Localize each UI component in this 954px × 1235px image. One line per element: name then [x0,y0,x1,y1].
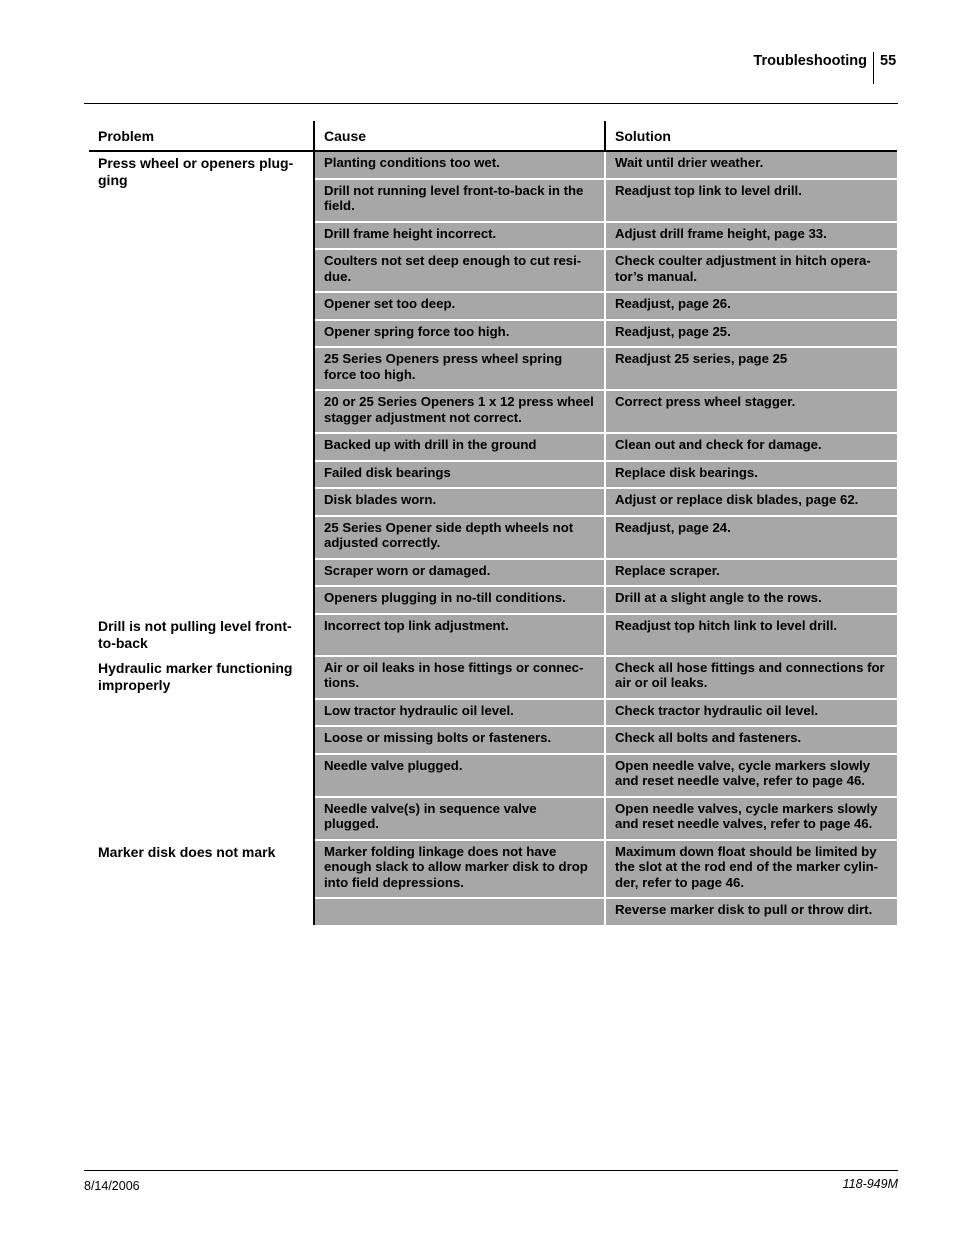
solution-cell: Reverse marker disk to pull or throw dirt. [605,898,897,925]
solution-cell: Check all bolts and fasteners. [605,726,897,754]
solution-cell: Check tractor hydraulic oil level. [605,699,897,727]
table-row [89,840,897,899]
solution-cell: Adjust drill frame height, page 33. [605,222,897,250]
cause-cell: Drill frame height incorrect. [314,222,605,250]
cause-cell: Air or oil leaks in hose fittings or connec-tions. [314,656,605,699]
solution-cell: Wait until drier weather. [605,151,897,179]
solution-cell: Adjust or replace disk blades, page 62. [605,488,897,516]
solution-cell: Readjust, page 26. [605,292,897,320]
solution-cell: Open needle valve, cycle markers slowly and reset needle valve, refer to page 46. [605,754,897,797]
cause-cell: Marker folding linkage does not have enough slack to allow marker disk to drop into field depressions. [314,840,605,899]
table-row [89,614,897,656]
cause-cell: Loose or missing bolts or fasteners. [314,726,605,754]
solution-cell: Readjust, page 24. [605,516,897,559]
cause-cell: Openers plugging in no-till conditions. [314,586,605,614]
solution-cell: Drill at a slight angle to the rows. [605,586,897,614]
cause-cell: Needle valve plugged. [314,754,605,797]
solution-cell: Open needle valves, cycle markers slowly and reset needle valves, refer to page 46. [605,797,897,840]
footer-doc-number: 118-949M [842,1177,898,1191]
solution-cell: Replace scraper. [605,559,897,587]
header-rule [84,103,898,104]
cause-cell: Planting conditions too wet. [314,151,605,179]
solution-cell: Check coulter adjustment in hitch opera-tor’s manual. [605,249,897,292]
cause-cell: Backed up with drill in the ground [314,433,605,461]
cause-cell: Failed disk bearings [314,461,605,489]
troubleshooting-table [89,121,897,925]
problem-cell: Press wheel or openers plug-ging [89,151,314,614]
cause-cell: Drill not running level front-to-back in the field. [314,179,605,222]
header-cause: Cause [314,121,605,151]
cause-cell [314,898,605,925]
solution-cell: Replace disk bearings. [605,461,897,489]
page-number: 55 [880,53,897,69]
solution-cell: Correct press wheel stagger. [605,390,897,433]
solution-cell: Readjust 25 series, page 25 [605,347,897,390]
solution-cell: Readjust, page 25. [605,320,897,348]
table-row [89,656,897,699]
cause-cell: Needle valve(s) in sequence valve plugged. [314,797,605,840]
footer-date: 8/14/2006 [84,1179,140,1193]
cause-cell: 25 Series Opener side depth wheels not adjusted correctly. [314,516,605,559]
solution-cell: Maximum down float should be limited by the slot at the rod end of the marker cylin-der, refer to page 46. [605,840,897,899]
table-body [89,151,897,925]
section-title: Troubleshooting [753,53,867,69]
solution-cell: Readjust top link to level drill. [605,179,897,222]
problem-cell: Drill is not pulling level front-to-back [89,614,314,656]
cause-cell: Low tractor hydraulic oil level. [314,699,605,727]
cause-cell: 20 or 25 Series Openers 1 x 12 press wheel stagger adjustment not correct. [314,390,605,433]
cause-cell: Opener set too deep. [314,292,605,320]
header-solution: Solution [605,121,897,151]
header-divider [873,52,874,84]
cause-cell: Scraper worn or damaged. [314,559,605,587]
header-problem: Problem [89,121,314,151]
cause-cell: Coulters not set deep enough to cut resi-due. [314,249,605,292]
problem-cell: Hydraulic marker functioning improperly [89,656,314,840]
solution-cell: Clean out and check for damage. [605,433,897,461]
problem-cell: Marker disk does not mark [89,840,314,925]
cause-cell: 25 Series Openers press wheel spring force too high. [314,347,605,390]
solution-cell: Readjust top hitch link to level drill. [605,614,897,656]
cause-cell: Disk blades worn. [314,488,605,516]
cause-cell: Opener spring force too high. [314,320,605,348]
table-row [89,151,897,179]
cause-cell: Incorrect top link adjustment. [314,614,605,656]
table-header-row [89,121,897,151]
solution-cell: Check all hose fittings and connections for air or oil leaks. [605,656,897,699]
footer-rule [84,1170,898,1171]
